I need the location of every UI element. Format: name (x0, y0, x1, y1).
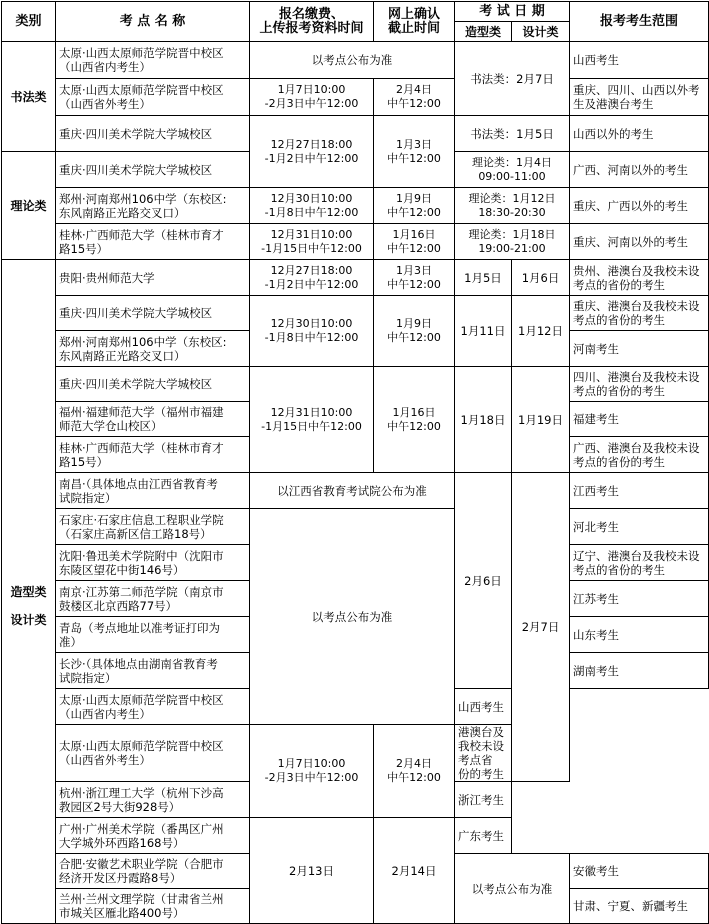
signup-cell: 12月30日10:00 -1月8日中午12:00 (250, 188, 374, 224)
venue-cell: 广州·广州美术学院（番禺区广州 大学城外环西路168号） (56, 818, 250, 854)
signup-cell: 以考点公布为准 (455, 854, 570, 924)
signup-cell: 12月27日18:00 -1月2日中午12:00 (250, 116, 374, 188)
scope-cell: 山西以外的考生 (570, 116, 709, 152)
header-category: 类别 (2, 2, 56, 42)
venue-cell: 合肥·安徽艺术职业学院（合肥市 经济开发区丹霞路8号） (56, 854, 250, 889)
sheji-date: 2月7日 (512, 473, 570, 782)
confirm-cell: 1月9日 中午12:00 (374, 188, 455, 224)
header-venue: 考 点 名 称 (56, 2, 250, 42)
scope-cell: 河北考生 (570, 509, 709, 545)
scope-cell: 辽宁、港澳台及我校未设 考点的省份的考生 (570, 545, 709, 581)
venue-cell: 重庆·四川美术学院大学城校区 (56, 296, 250, 331)
scope-cell: 广东考生 (455, 818, 512, 854)
scope-cell: 港澳台及我校未设考点省 份的考生 (455, 725, 512, 782)
venue-cell: 重庆·四川美术学院大学城校区 (56, 367, 250, 402)
header-sheji: 设计类 (512, 22, 570, 42)
venue-cell: 南昌·（具体地点由江西省教育考 试院指定） (56, 473, 250, 509)
venue-cell: 福州·福建师范大学（福州市福建 师范大学仓山校区） (56, 402, 250, 437)
venue-cell: 兰州·兰州文理学院（甘肃省兰州 市城关区雁北路400号） (56, 889, 250, 924)
venue-cell: 太原·山西太原师范学院晋中校区 （山西省内考生） (56, 42, 250, 79)
scope-cell: 河南考生 (570, 331, 709, 367)
venue-cell: 杭州·浙江理工大学（杭州下沙高 教园区2号大街928号） (56, 782, 250, 818)
confirm-cell: 2月4日 中午12:00 (374, 79, 455, 116)
exam-date-cell: 书法类：1月5日 (455, 116, 570, 152)
confirm-cell: 1月16日 中午12:00 (374, 224, 455, 260)
venue-cell: 青岛（考点地址以准考证打印为 准） (56, 617, 250, 653)
sheji-date: 2月14日 (374, 818, 455, 924)
zaoxing-date: 1月18日 (455, 367, 512, 473)
zaoxing-date: 1月11日 (455, 296, 512, 367)
scope-cell: 山西考生 (570, 42, 709, 79)
scope-cell: 江苏考生 (570, 581, 709, 617)
scope-cell: 福建考生 (570, 402, 709, 437)
signup-cell: 12月30日10:00 -1月8日中午12:00 (250, 296, 374, 367)
venue-cell: 太原·山西太原师范学院晋中校区 （山西省外考生） (56, 79, 250, 116)
venue-cell: 贵阳·贵州师范大学 (56, 260, 250, 296)
venue-cell: 重庆·四川美术学院大学城校区 (56, 116, 250, 152)
venue-cell: 郑州·河南郑州106中学（东校区: 东风南路正光路交叉口） (56, 188, 250, 224)
venue-cell: 南京·江苏第二师范学院（南京市 鼓楼区北京西路77号） (56, 581, 250, 617)
confirm-cell: 2月4日 中午12:00 (374, 725, 455, 818)
scope-cell: 广西、河南以外的考生 (570, 152, 709, 188)
scope-cell: 重庆、河南以外的考生 (570, 224, 709, 260)
scope-cell: 安徽考生 (570, 854, 709, 889)
exam-schedule-table (1, 1, 709, 924)
header-confirm: 网上确认 截止时间 (374, 2, 455, 42)
category-shufa: 书法类 (2, 42, 56, 152)
exam-date-cell: 理论类：1月12日 18:30-20:30 (455, 188, 570, 224)
venue-cell: 郑州·河南郑州106中学（东校区: 东风南路正光路交叉口） (56, 331, 250, 367)
venue-cell: 太原·山西太原师范学院晋中校区 （山西省内考生） (56, 689, 250, 725)
scope-cell: 重庆、四川、山西以外考 生及港澳台考生 (570, 79, 709, 116)
venue-cell: 沈阳·鲁迅美术学院附中（沈阳市 东陵区望花中街146号） (56, 545, 250, 581)
confirm-cell: 1月3日 中午12:00 (374, 260, 455, 296)
scope-cell: 甘肃、宁夏、新疆考生 (570, 889, 709, 924)
scope-cell: 四川、港澳台及我校未设 考点的省份的考生 (570, 367, 709, 402)
sheji-date: 1月6日 (512, 260, 570, 296)
exam-date-cell: 书法类：2月7日 (455, 42, 570, 116)
confirm-cell: 1月9日 中午12:00 (374, 296, 455, 367)
header-exam-date: 考 试 日 期 (455, 2, 570, 22)
venue-cell: 桂林·广西师范大学（桂林市育才 路15号） (56, 224, 250, 260)
header-zaoxing: 造型类 (455, 22, 512, 42)
venue-cell: 太原·山西太原师范学院晋中校区 （山西省外考生） (56, 725, 250, 782)
signup-cell: 1月7日10:00 -2月3日中午12:00 (250, 725, 374, 818)
confirm-cell: 1月16日 中午12:00 (374, 367, 455, 473)
scope-cell: 湖南考生 (570, 653, 709, 689)
scope-cell: 浙江考生 (455, 782, 512, 818)
venue-cell: 石家庄·石家庄信息工程职业学院 （石家庄高新区信工路18号） (56, 509, 250, 545)
header-scope: 报考考生范围 (570, 2, 709, 42)
venue-cell: 重庆·四川美术学院大学城校区 (56, 152, 250, 188)
confirm-cell: 1月3日 中午12:00 (374, 116, 455, 188)
scope-cell: 重庆、港澳台及我校未设 考点的省份的考生 (570, 296, 709, 331)
category-lilun: 理论类 (2, 152, 56, 260)
zaoxing-date: 2月13日 (250, 818, 374, 924)
scope-cell: 重庆、广西以外的考生 (570, 188, 709, 224)
scope-cell: 山西考生 (455, 689, 512, 725)
scope-cell: 广西、港澳台及我校未设 考点的省份的考生 (570, 437, 709, 473)
scope-cell: 贵州、港澳台及我校未设 考点的省份的考生 (570, 260, 709, 296)
signup-cell: 以江西省教育考试院公布为准 (250, 473, 455, 509)
category-zaoxing-sheji: 造型类 设计类 (2, 260, 56, 924)
signup-cell: 12月31日10:00 -1月15日中午12:00 (250, 367, 374, 473)
signup-cell: 以考点公布为准 (250, 42, 455, 79)
sheji-date: 1月19日 (512, 367, 570, 473)
zaoxing-date: 1月5日 (455, 260, 512, 296)
header-signup: 报名缴费、 上传报考资料时间 (250, 2, 374, 42)
scope-cell: 江西考生 (570, 473, 709, 509)
signup-cell: 12月27日18:00 -1月2日中午12:00 (250, 260, 374, 296)
venue-cell: 桂林·广西师范大学（桂林市育才 路15号） (56, 437, 250, 473)
signup-cell: 以考点公布为准 (250, 509, 455, 725)
scope-cell: 山东考生 (570, 617, 709, 653)
exam-date-cell: 理论类：1月4日 09:00-11:00 (455, 152, 570, 188)
signup-cell: 1月7日10:00 -2月3日中午12:00 (250, 79, 374, 116)
signup-cell: 12月31日10:00 -1月15日中午12:00 (250, 224, 374, 260)
exam-date-cell: 理论类：1月18日 19:00-21:00 (455, 224, 570, 260)
zaoxing-date: 2月6日 (455, 473, 512, 689)
venue-cell: 长沙·（具体地点由湖南省教育考 试院指定） (56, 653, 250, 689)
sheji-date: 1月12日 (512, 296, 570, 367)
